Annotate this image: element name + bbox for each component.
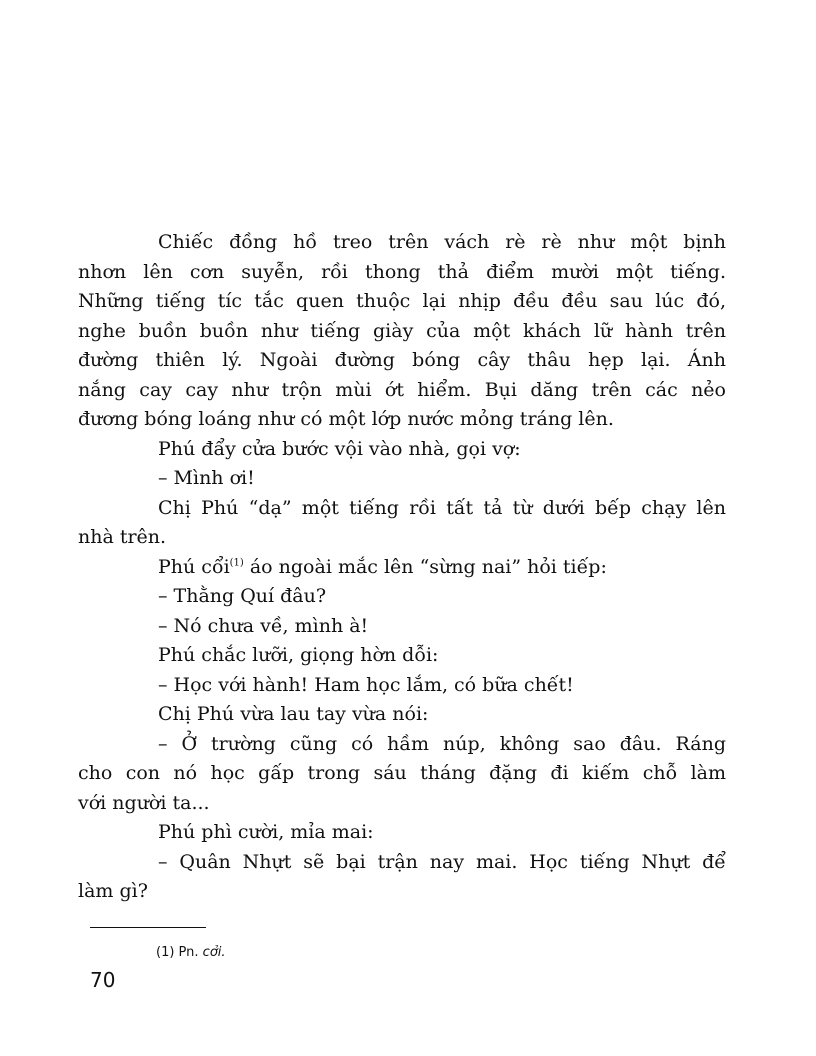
text-line: nhà trên.: [78, 526, 167, 548]
text-line: Phú chắc lưỡi, giọng hờn dỗi:: [158, 644, 439, 666]
page-number: 70: [90, 968, 116, 992]
paragraph-3: [78, 464, 726, 494]
text-line: Chiếc đồng hồ treo trên vách rè rè như một bịnh: [158, 231, 726, 253]
paragraph-4: [78, 494, 726, 553]
paragraph-6: [78, 582, 726, 612]
paragraph-11: [78, 730, 726, 819]
footnote-separator: [90, 927, 206, 928]
text-line: đường thiên lý. Ngoài đường bóng cây thâu hẹp lại. Ánh: [78, 349, 726, 371]
text-line: nắng cay cay như trộn mùi ớt hiểm. Bụi dăng trên các nẻo: [78, 378, 726, 401]
paragraph-5: [78, 553, 726, 583]
text-line: làm gì?: [78, 880, 148, 902]
text-line: Phú cổi: [158, 555, 230, 578]
paragraph-12: [78, 818, 726, 848]
paragraph-9: [78, 671, 726, 701]
text-line: – Ở trường cũng có hầm núp, không sao đâu. Ráng: [158, 732, 726, 755]
text-line: Chị Phú “dạ” một tiếng rồi tất tả từ dưới bếp chạy lên: [158, 496, 726, 519]
body-text: [78, 228, 726, 907]
text-line: – Học với hành! Ham học lắm, có bữa chết!: [158, 673, 574, 696]
paragraph-1: [78, 228, 726, 435]
text-line: nhơn lên cơn suyễn, rồi thong thả điểm mười một tiếng.: [78, 260, 726, 283]
footnote: [156, 945, 226, 960]
text-line: với người ta...: [78, 791, 210, 814]
text-line: – Nó chưa về, mình à!: [158, 614, 369, 637]
text-line: Phú phì cười, mỉa mai:: [158, 821, 374, 843]
footnote-marker: (1) Pn.: [156, 945, 203, 960]
text-line: Phú đẩy cửa bước vội vào nhà, gọi vợ:: [158, 437, 521, 460]
text-line: áo ngoài mắc lên “sừng nai” hỏi tiếp:: [243, 555, 607, 578]
paragraph-8: [78, 641, 726, 671]
text-line: đương bóng loáng như có một lớp nước mỏng tráng lên.: [78, 408, 614, 430]
text-line: Chị Phú vừa lau tay vừa nói:: [158, 703, 429, 725]
paragraph-13: [78, 848, 726, 907]
paragraph-10: [78, 700, 726, 730]
footnote-reference[interactable]: (1): [229, 557, 244, 569]
text-line: cho con nó học gấp trong sáu tháng đặng đi kiếm chỗ làm: [78, 762, 726, 784]
text-line: – Mình ơi!: [158, 467, 255, 489]
paragraph-7: [78, 612, 726, 642]
text-line: nghe buồn buồn như tiếng giày của một khách lữ hành trên: [78, 319, 726, 342]
text-line: – Quân Nhựt sẽ bại trận nay mai. Học tiếng Nhựt để: [158, 850, 726, 873]
text-line: Những tiếng tíc tắc quen thuộc lại nhịp đều đều sau lúc đó,: [78, 290, 726, 312]
text-line: – Thằng Quí đâu?: [158, 585, 327, 607]
paragraph-2: [78, 435, 726, 465]
footnote-text: cởi.: [202, 945, 226, 960]
